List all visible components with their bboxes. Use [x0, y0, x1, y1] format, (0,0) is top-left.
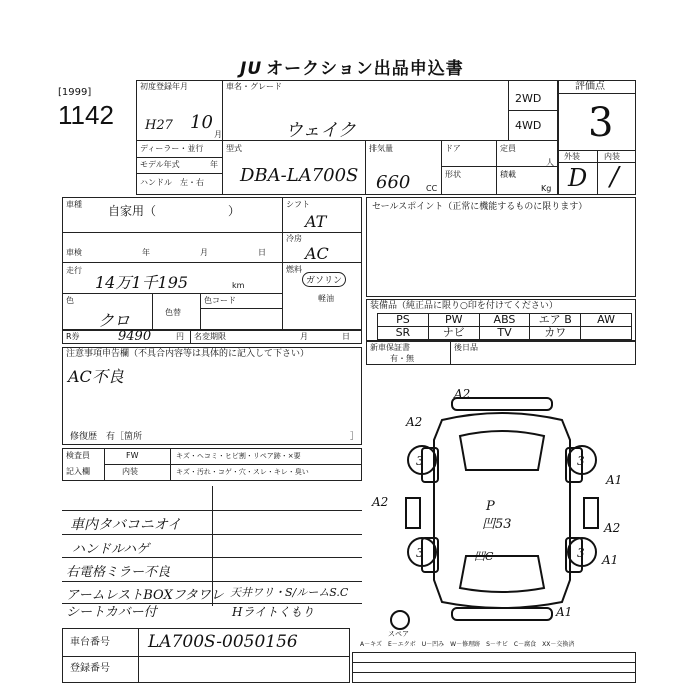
- model-year-label: モデル年式: [140, 160, 180, 169]
- warranty-label: 新車保証書: [370, 343, 410, 352]
- drive-4wd: 4WD: [515, 119, 542, 132]
- damage-legend: A－キズ E－エクボ U－凹み W－修理跡 S－サビ C－腐食 XX－交換済: [360, 641, 575, 648]
- mileage-unit: km: [232, 281, 245, 290]
- fw-value: キズ・ヘコミ・ヒビ割・リペア跡・×要: [176, 452, 301, 460]
- note-line-6: 天井ワリ・S/ルームS.C: [230, 586, 349, 599]
- recycle-label: R券: [66, 332, 80, 341]
- note-line-5: シートカバー付: [66, 605, 157, 620]
- car-type-label: 車種: [66, 200, 82, 209]
- color-value: クロ: [98, 311, 131, 330]
- sales-point-label: セールスポイント（正常に機能するものに限ります）: [372, 202, 588, 212]
- year-tag: [1999]: [58, 87, 92, 98]
- door-label: ドア: [445, 144, 461, 153]
- mark-right-fender: A1: [606, 473, 623, 487]
- inspector-label: 検査員: [66, 451, 90, 460]
- fuel-value: ガソリン: [302, 272, 346, 287]
- mark-wheel-rl: 3: [416, 546, 424, 560]
- equipment-grid: [378, 314, 632, 340]
- rear-window: [460, 556, 544, 592]
- mileage-value: 14万1千195: [95, 273, 189, 292]
- interior-value: キズ・汚れ・コゲ・穴・スレ・キレ・臭い: [176, 468, 309, 476]
- equip-ps[interactable]: PS: [377, 313, 429, 327]
- drive-2wd: 2WD: [515, 92, 542, 105]
- ext-value: D: [568, 164, 588, 192]
- equip-aw[interactable]: AW: [580, 313, 632, 327]
- equip-pw[interactable]: PW: [428, 313, 480, 327]
- diesel-label: 軽油: [318, 294, 334, 303]
- first-reg-month-unit: 月: [214, 130, 222, 139]
- mark-rear: 凹C: [474, 550, 494, 563]
- post-items-label: 後日品: [454, 343, 478, 352]
- mark-roof-detail: 凹53: [482, 517, 512, 532]
- equip-navi[interactable]: ナビ: [428, 326, 480, 340]
- rear-bumper: [452, 608, 552, 620]
- notes-value: AC不良: [68, 367, 124, 386]
- fuel-label: 燃料: [286, 265, 302, 274]
- fw-label: FW: [126, 451, 139, 460]
- form-title: [240, 54, 464, 79]
- equip-blank[interactable]: [580, 326, 632, 340]
- shift-value: AT: [305, 212, 327, 231]
- recycle-value: 9490: [118, 329, 152, 344]
- score-label: 評価点: [575, 81, 605, 92]
- mark-wheel-rr: 3: [577, 546, 585, 560]
- note-line-2: ハンドルハゲ: [72, 542, 150, 557]
- first-reg-month: 10: [190, 112, 213, 133]
- car-body-outline: [434, 413, 570, 608]
- cooling-value: AC: [305, 244, 329, 263]
- inspection-day: 日: [258, 248, 266, 257]
- note-line-3: 右電格ミラー不良: [66, 565, 171, 580]
- displacement-unit: CC: [426, 184, 438, 193]
- model-year-unit: 年: [210, 160, 218, 169]
- mark-wheel-fl: 3: [416, 454, 424, 468]
- inspection-month: 月: [200, 248, 208, 257]
- mark-front-bumper: A2: [454, 387, 471, 401]
- equip-sr[interactable]: SR: [377, 326, 429, 340]
- mark-front-left: A2: [406, 415, 423, 429]
- registration-label: 登録番号: [70, 663, 110, 674]
- mark-rear-right: A1: [602, 553, 619, 567]
- cooling-label: 冷房: [286, 234, 302, 243]
- first-reg-label: 初度登録年月: [140, 82, 188, 91]
- mark-right-door: A2: [604, 521, 621, 535]
- capacity-label: 定員: [500, 144, 516, 153]
- sales-point-box: [366, 197, 636, 297]
- car-damage-diagram: [370, 380, 640, 638]
- capacity-unit: 人: [546, 158, 554, 167]
- color-code-label: 色コード: [204, 296, 236, 305]
- dealer-label: ディーラー・並行: [140, 144, 204, 153]
- repair-history-end: ］: [350, 432, 360, 442]
- equip-leather[interactable]: カワ: [529, 326, 581, 340]
- color-change-label: 色替: [165, 308, 181, 317]
- displacement-value: 660: [376, 172, 411, 193]
- equip-tv[interactable]: TV: [479, 326, 531, 340]
- name-change-day: 日: [342, 332, 350, 341]
- note-line-4: アームレストBOXフタワレ: [66, 588, 224, 603]
- load-unit: Kg: [541, 184, 552, 193]
- inspection-label: 車検: [66, 248, 82, 257]
- notes-box: [62, 347, 362, 445]
- first-reg-era: H27: [145, 118, 173, 133]
- interior-label: 内装: [122, 467, 138, 476]
- chassis-value: LA700S-0050156: [148, 632, 298, 652]
- shape-label: 形状: [445, 170, 461, 179]
- left-door: [406, 498, 420, 528]
- inspection-year: 年: [142, 248, 150, 257]
- recycle-unit: 円: [176, 332, 184, 341]
- notes-label: 注意事項申告欄（不具合内容等は具体的に記入して下さい）: [66, 349, 310, 359]
- equip-abs[interactable]: ABS: [479, 313, 531, 327]
- shift-label: シフト: [286, 200, 310, 209]
- mark-wheel-fr: 3: [577, 454, 585, 468]
- displacement-label: 排気量: [369, 144, 393, 153]
- car-name-label: 車名・グレード: [226, 82, 282, 91]
- warranty-options: 有・無: [390, 354, 414, 363]
- windshield: [460, 431, 544, 470]
- type-value: DBA-LA700S: [240, 165, 359, 186]
- mileage-label: 走行: [66, 266, 82, 275]
- repair-history-label: 修復歴 有［箇所: [70, 432, 143, 442]
- mark-rear-bumper: A1: [556, 605, 573, 619]
- spare-wheel: [391, 611, 409, 629]
- ext-label: 外装: [564, 152, 580, 161]
- score-value: 3: [588, 100, 614, 146]
- note-line-1: 車内タバコニオイ: [70, 517, 182, 533]
- chassis-label: 車台番号: [70, 637, 110, 648]
- type-label: 型式: [226, 144, 242, 153]
- equip-airbag[interactable]: エア B: [529, 313, 581, 327]
- name-change-month: 月: [300, 332, 308, 341]
- lot-number: 1142: [58, 100, 114, 130]
- int-value: /: [610, 162, 619, 192]
- mark-left-door: A2: [372, 495, 389, 509]
- name-change-label: 名変期限: [194, 332, 226, 341]
- form-title-text: オークション出品申込書: [266, 59, 464, 79]
- footer-stamp-box: [352, 652, 636, 683]
- car-type-value: 自家用（ ）: [108, 204, 241, 218]
- handle-label: ハンドル 左・右: [140, 178, 204, 187]
- mark-roof: P: [486, 499, 495, 514]
- entry-label: 記入欄: [66, 467, 90, 476]
- equipment-label: 装備品（純正品に限り○印を付けてください）: [370, 301, 558, 311]
- note-line-7: Hライトくもり: [232, 605, 315, 619]
- spare-label: スペア: [388, 630, 409, 638]
- brand-logo: JU: [240, 59, 263, 79]
- int-label: 内装: [604, 152, 620, 161]
- car-name-value: ウェイク: [285, 120, 356, 141]
- color-label: 色: [66, 296, 74, 305]
- load-label: 積載: [500, 170, 516, 179]
- right-door: [584, 498, 598, 528]
